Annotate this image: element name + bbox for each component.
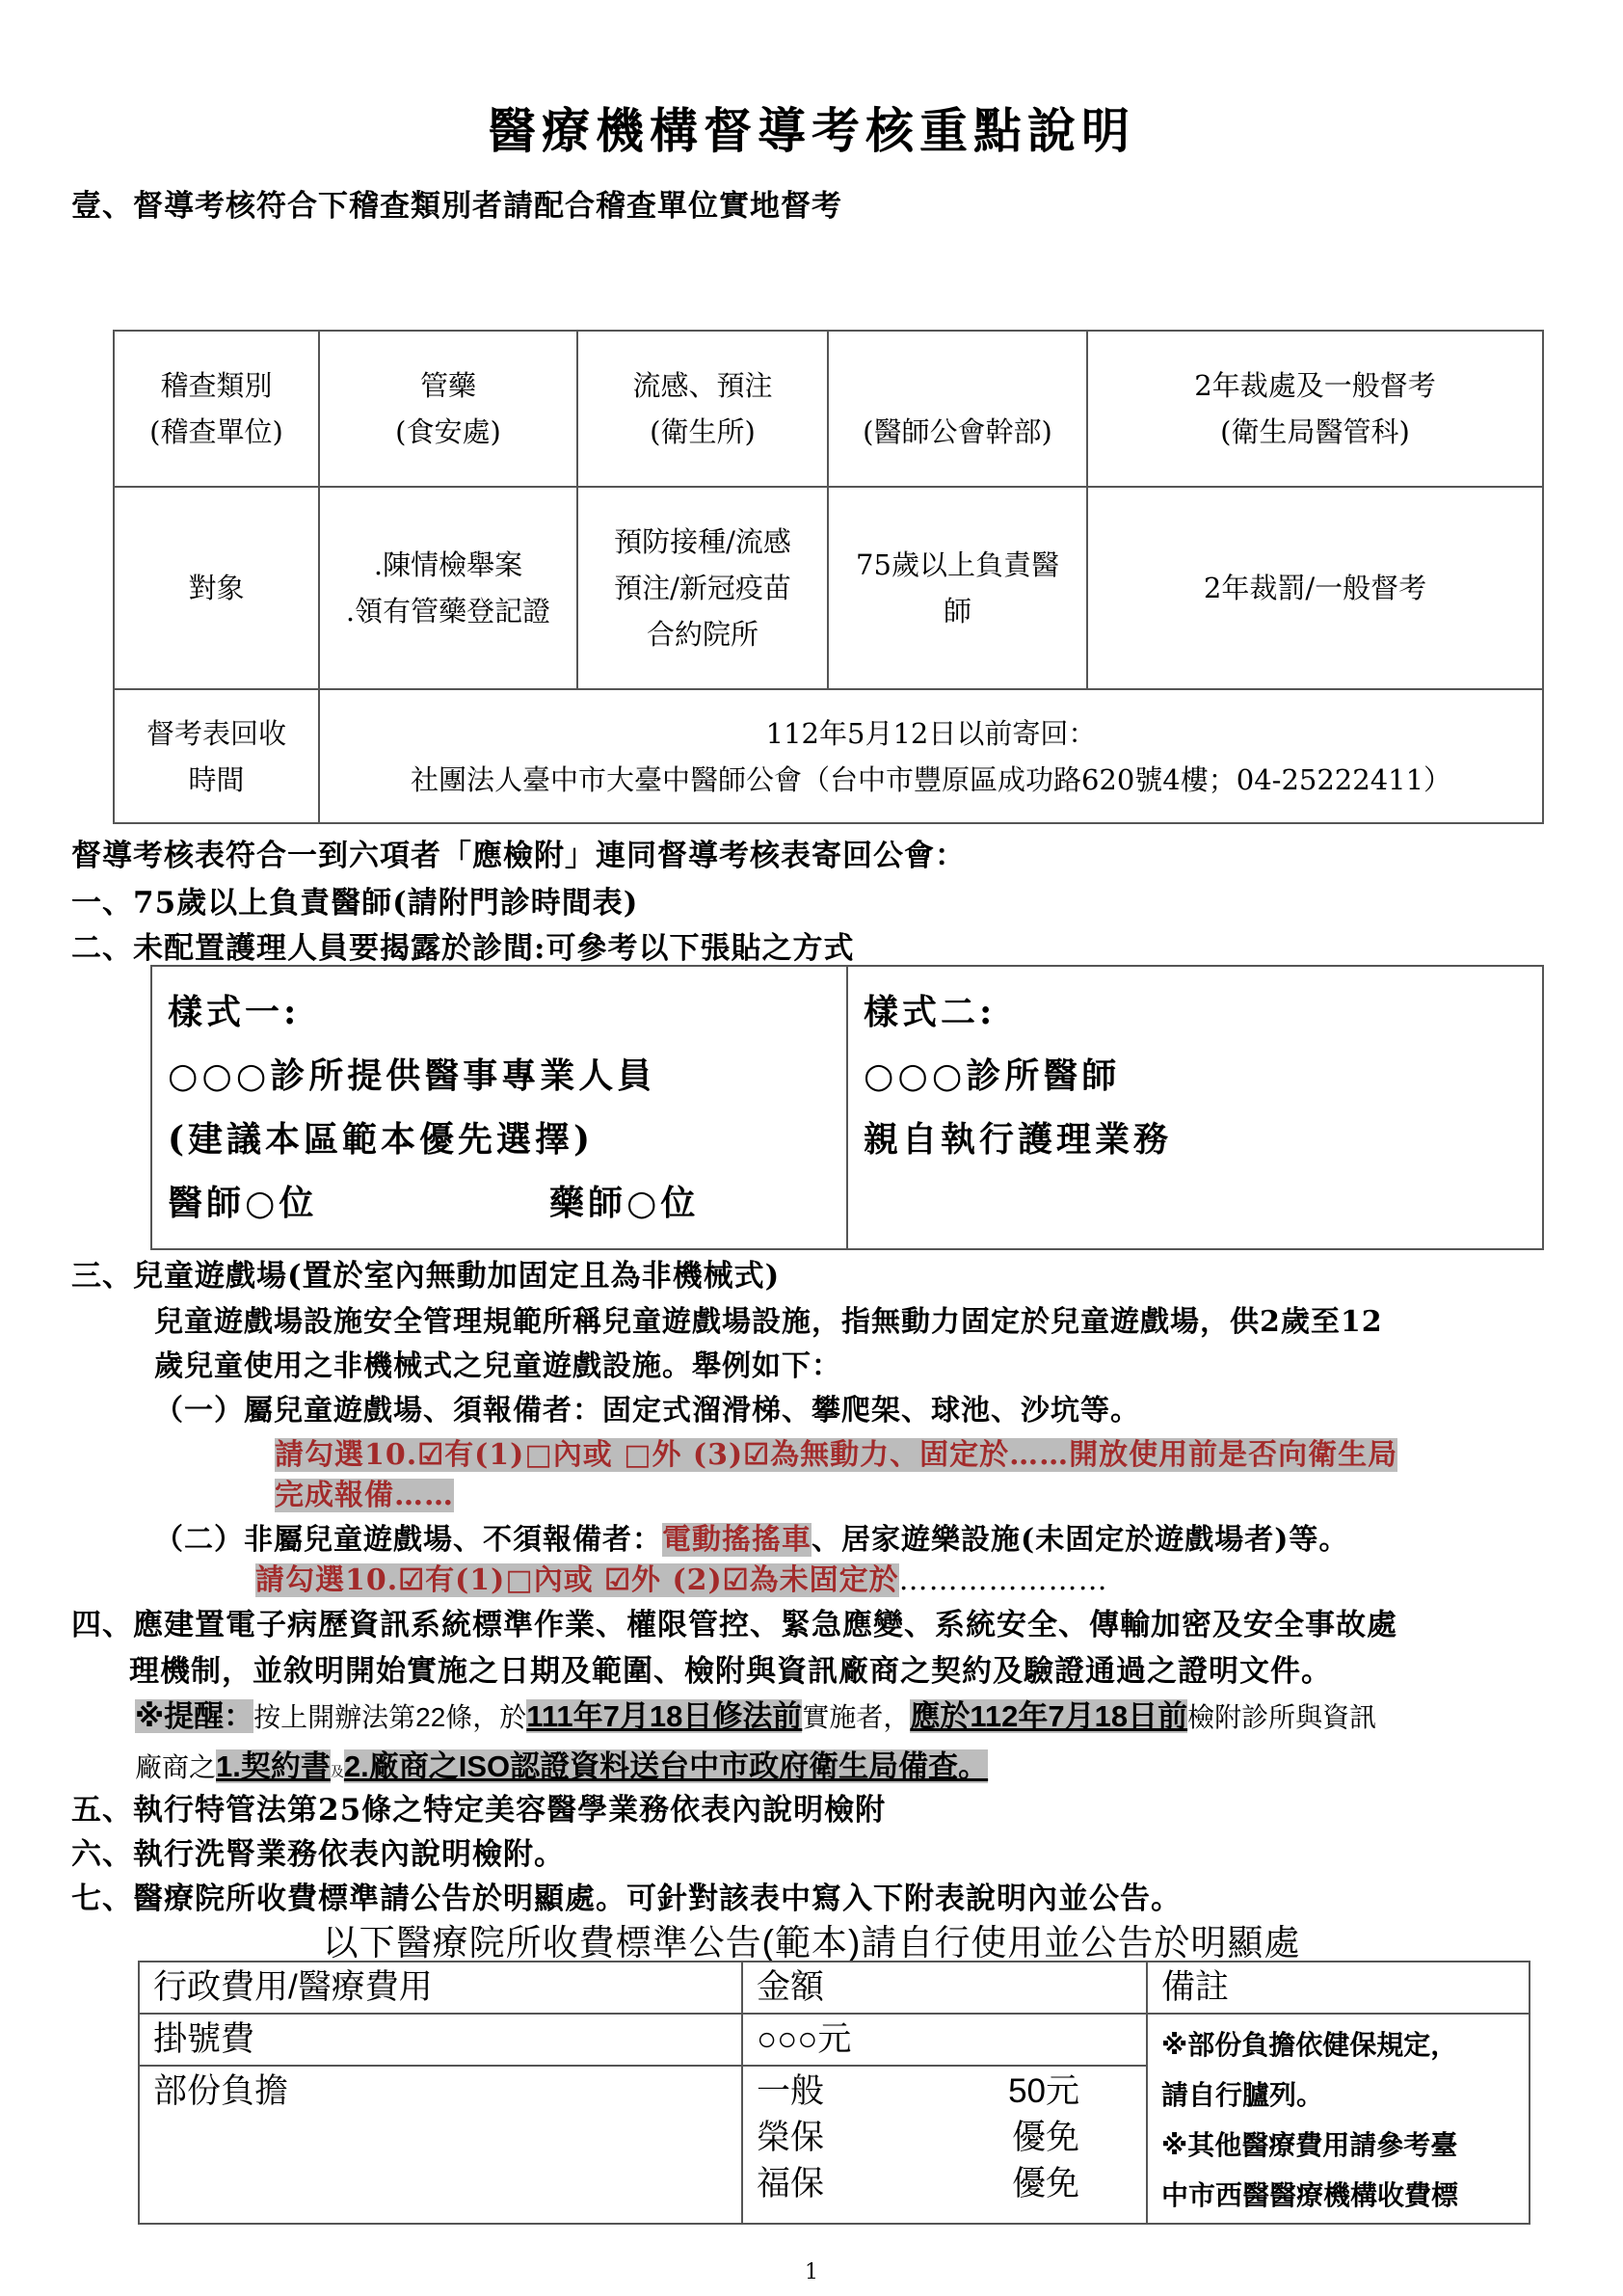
header-category: 稽查類別 (稽查單位): [114, 331, 319, 487]
header-assoc: (醫師公會幹部): [828, 331, 1087, 487]
item4-line2: 理機制，並敘明開始實施之日期及範圍、檢附與資訊廠商之契約及驗證通過之證明文件。: [129, 1654, 1332, 1689]
header-flu: 流感、預注 (衛生所): [577, 331, 828, 487]
item3-sub2-highlight: 電動搖搖車: [662, 1523, 812, 1557]
return-info: [319, 689, 1543, 823]
amount-label: 一般: [757, 2072, 825, 2110]
inspection-table: [113, 330, 1544, 824]
item3-sub1-check-line2: 完成報備……: [275, 1479, 454, 1512]
reminder-line2-a: 廠商之: [135, 1752, 217, 1782]
poster-styles-box: [150, 965, 1544, 1250]
fee-note2: 請自行臚列。: [1161, 2080, 1324, 2110]
item3-desc-line1: 兒童遊戲場設施安全管理規範所稱兒童遊戲場設施，指無動力固定於兒童遊戲場，供2歲至12: [154, 1305, 1383, 1339]
fee-amount-row: [757, 2161, 1079, 2207]
amount-value: 優免: [1011, 2119, 1079, 2156]
target-assoc: 75歲以上負責醫 師: [828, 487, 1087, 689]
fee-note1: ※部份負擔依健保規定，: [1161, 2030, 1458, 2060]
style2-line1: ○○○診所醫師: [864, 1055, 1121, 1096]
reminder-date2: 應於112年7月18日前: [910, 1699, 1188, 1733]
section1-heading: 壹、督導考核符合下稽查類別者請配合稽查單位實地督考: [71, 189, 842, 224]
amount-label: 榮保: [757, 2119, 825, 2156]
reminder-b: 實施者，: [802, 1702, 911, 1732]
reminder-iso: 2.廠商之ISO認證資料送台中市政府衛生局備查。: [343, 1749, 989, 1783]
item6: 六、執行洗腎業務依表內說明檢附。: [71, 1837, 565, 1872]
item4-reminder-line2: [135, 1742, 988, 1785]
fee-note4: 中市西醫醫療機構收費標: [1161, 2180, 1459, 2210]
target-drug: .陳情檢舉案 .領有管藥登記證: [319, 487, 577, 689]
target-flu: 預防接種/流感 預注/新冠疫苗 合約院所: [577, 487, 828, 689]
page-number: 1: [805, 2260, 818, 2284]
item3-desc-line2: 歲兒童使用之非機械式之兒童遊戲設施。舉例如下：: [154, 1349, 841, 1383]
header-penalty: 2年裁處及一般督考 (衛生局醫管科): [1087, 331, 1543, 487]
item7: 七、醫療院所收費標準請公告於明顯處。可針對該表中寫入下附表說明內並公告。: [71, 1882, 1182, 1916]
fee-note3: ※其他醫療費用請參考臺: [1161, 2130, 1458, 2160]
item3-sub2-suffix: 、居家遊樂設施(未固定於遊戲場者)等。: [812, 1523, 1349, 1557]
style1-line1: ○○○診所提供醫事專業人員: [168, 1055, 656, 1096]
style1-cell: [151, 966, 847, 1249]
item1: 一、75歲以上負責醫師(請附門診時間表): [71, 886, 639, 921]
intro-line: 督導考核表符合一到六項者「應檢附」連同督導考核表寄回公會：: [71, 839, 966, 873]
amount-value: 50元: [1008, 2072, 1079, 2110]
amount-value: 優免: [1011, 2165, 1079, 2203]
fee-amount-row: [757, 2115, 1079, 2161]
item3-heading: 三、兒童遊戲場(置於室內無動加固定且為非機械式): [71, 1259, 781, 1294]
fee-row-registration: 掛號費: [139, 2014, 742, 2066]
fee-table: [138, 1961, 1530, 2225]
header-drug: 管藥 (食安處): [319, 331, 577, 487]
item2: 二、未配置護理人員要揭露於診間:可參考以下張貼之方式: [71, 931, 855, 966]
item3-sub2: [154, 1515, 1348, 1558]
item3-sub2-prefix: （二）非屬兒童遊戲場、不須報備者：: [154, 1523, 662, 1557]
reminder-contract: 1.契約書: [216, 1749, 331, 1783]
target-label: 對象: [114, 487, 319, 689]
page-title: 醫療機構督導考核重點說明: [488, 102, 1135, 159]
return-line1: 112年5月12日以前寄回：: [765, 716, 1097, 750]
item3-sub2-check: 請勾選10.☑有(1)□內或 ☑外 (2)☑為未固定於: [255, 1563, 899, 1597]
fee-col-item: 行政費用/醫療費用: [139, 1962, 742, 2014]
reminder-c: 檢附診所與資訊: [1187, 1702, 1377, 1732]
style1-pharmacist: 藥師○位: [549, 1183, 700, 1223]
item4-line1: 四、應建置電子病歷資訊系統標準作業、權限管控、緊急應變、系統安全、傳輸加密及安全事故處: [71, 1608, 1397, 1642]
reminder-and: 及: [330, 1764, 344, 1779]
fee-col-note: 備註: [1147, 1962, 1530, 2014]
style2-cell: [847, 966, 1543, 1249]
style1-doctor: 醫師○位: [168, 1183, 318, 1223]
item3-sub1-check-line1: 請勾選10.☑有(1)□內或 □外 (3)☑為無動力、固定於……開放使用前是否向衛生局: [275, 1438, 1398, 1472]
style1-staff: [168, 1171, 831, 1235]
item3-sub2-check-dots: …………………: [898, 1563, 1108, 1597]
item3-sub1: （一）屬兒童遊戲場、須報備者：固定式溜滑梯、攀爬架、球池、沙坑等。: [154, 1394, 1140, 1428]
fee-row-copay: 部份負擔: [139, 2066, 742, 2224]
style1-line2: (建議本區範本優先選擇): [168, 1119, 595, 1160]
fee-amount-row: [757, 2069, 1079, 2115]
style2-heading: 樣式二:: [864, 992, 997, 1032]
fee-registration-amount: ○○○元: [742, 2014, 1147, 2066]
style1-heading: 樣式一:: [168, 992, 301, 1032]
fee-col-amount: 金額: [742, 1962, 1147, 2014]
item4-reminder: [135, 1692, 1376, 1735]
reminder-a: 按上開辦法第22條，於: [253, 1702, 527, 1732]
target-penalty: 2年裁罰/一般督考: [1087, 487, 1543, 689]
style2-line2: 親自執行護理業務: [864, 1119, 1173, 1160]
item5: 五、執行特管法第25條之特定美容醫學業務依表內說明檢附: [71, 1793, 887, 1828]
reminder-date1: 111年7月18日修法前: [526, 1699, 803, 1733]
return-label: 督考表回收 時間: [114, 689, 319, 823]
return-line2: 社團法人臺中市大臺中醫師公會（台中市豐原區成功路620號4樓；04-25222411）: [410, 762, 1452, 796]
fee-caption: 以下醫療院所收費標準公告(範本)請自行使用並公告於明顯處: [322, 1923, 1301, 1962]
reminder-label: ※提醒：: [135, 1699, 254, 1733]
fee-note: [1147, 2014, 1530, 2224]
amount-label: 福保: [757, 2165, 825, 2203]
fee-copay-amounts: [742, 2066, 1147, 2224]
